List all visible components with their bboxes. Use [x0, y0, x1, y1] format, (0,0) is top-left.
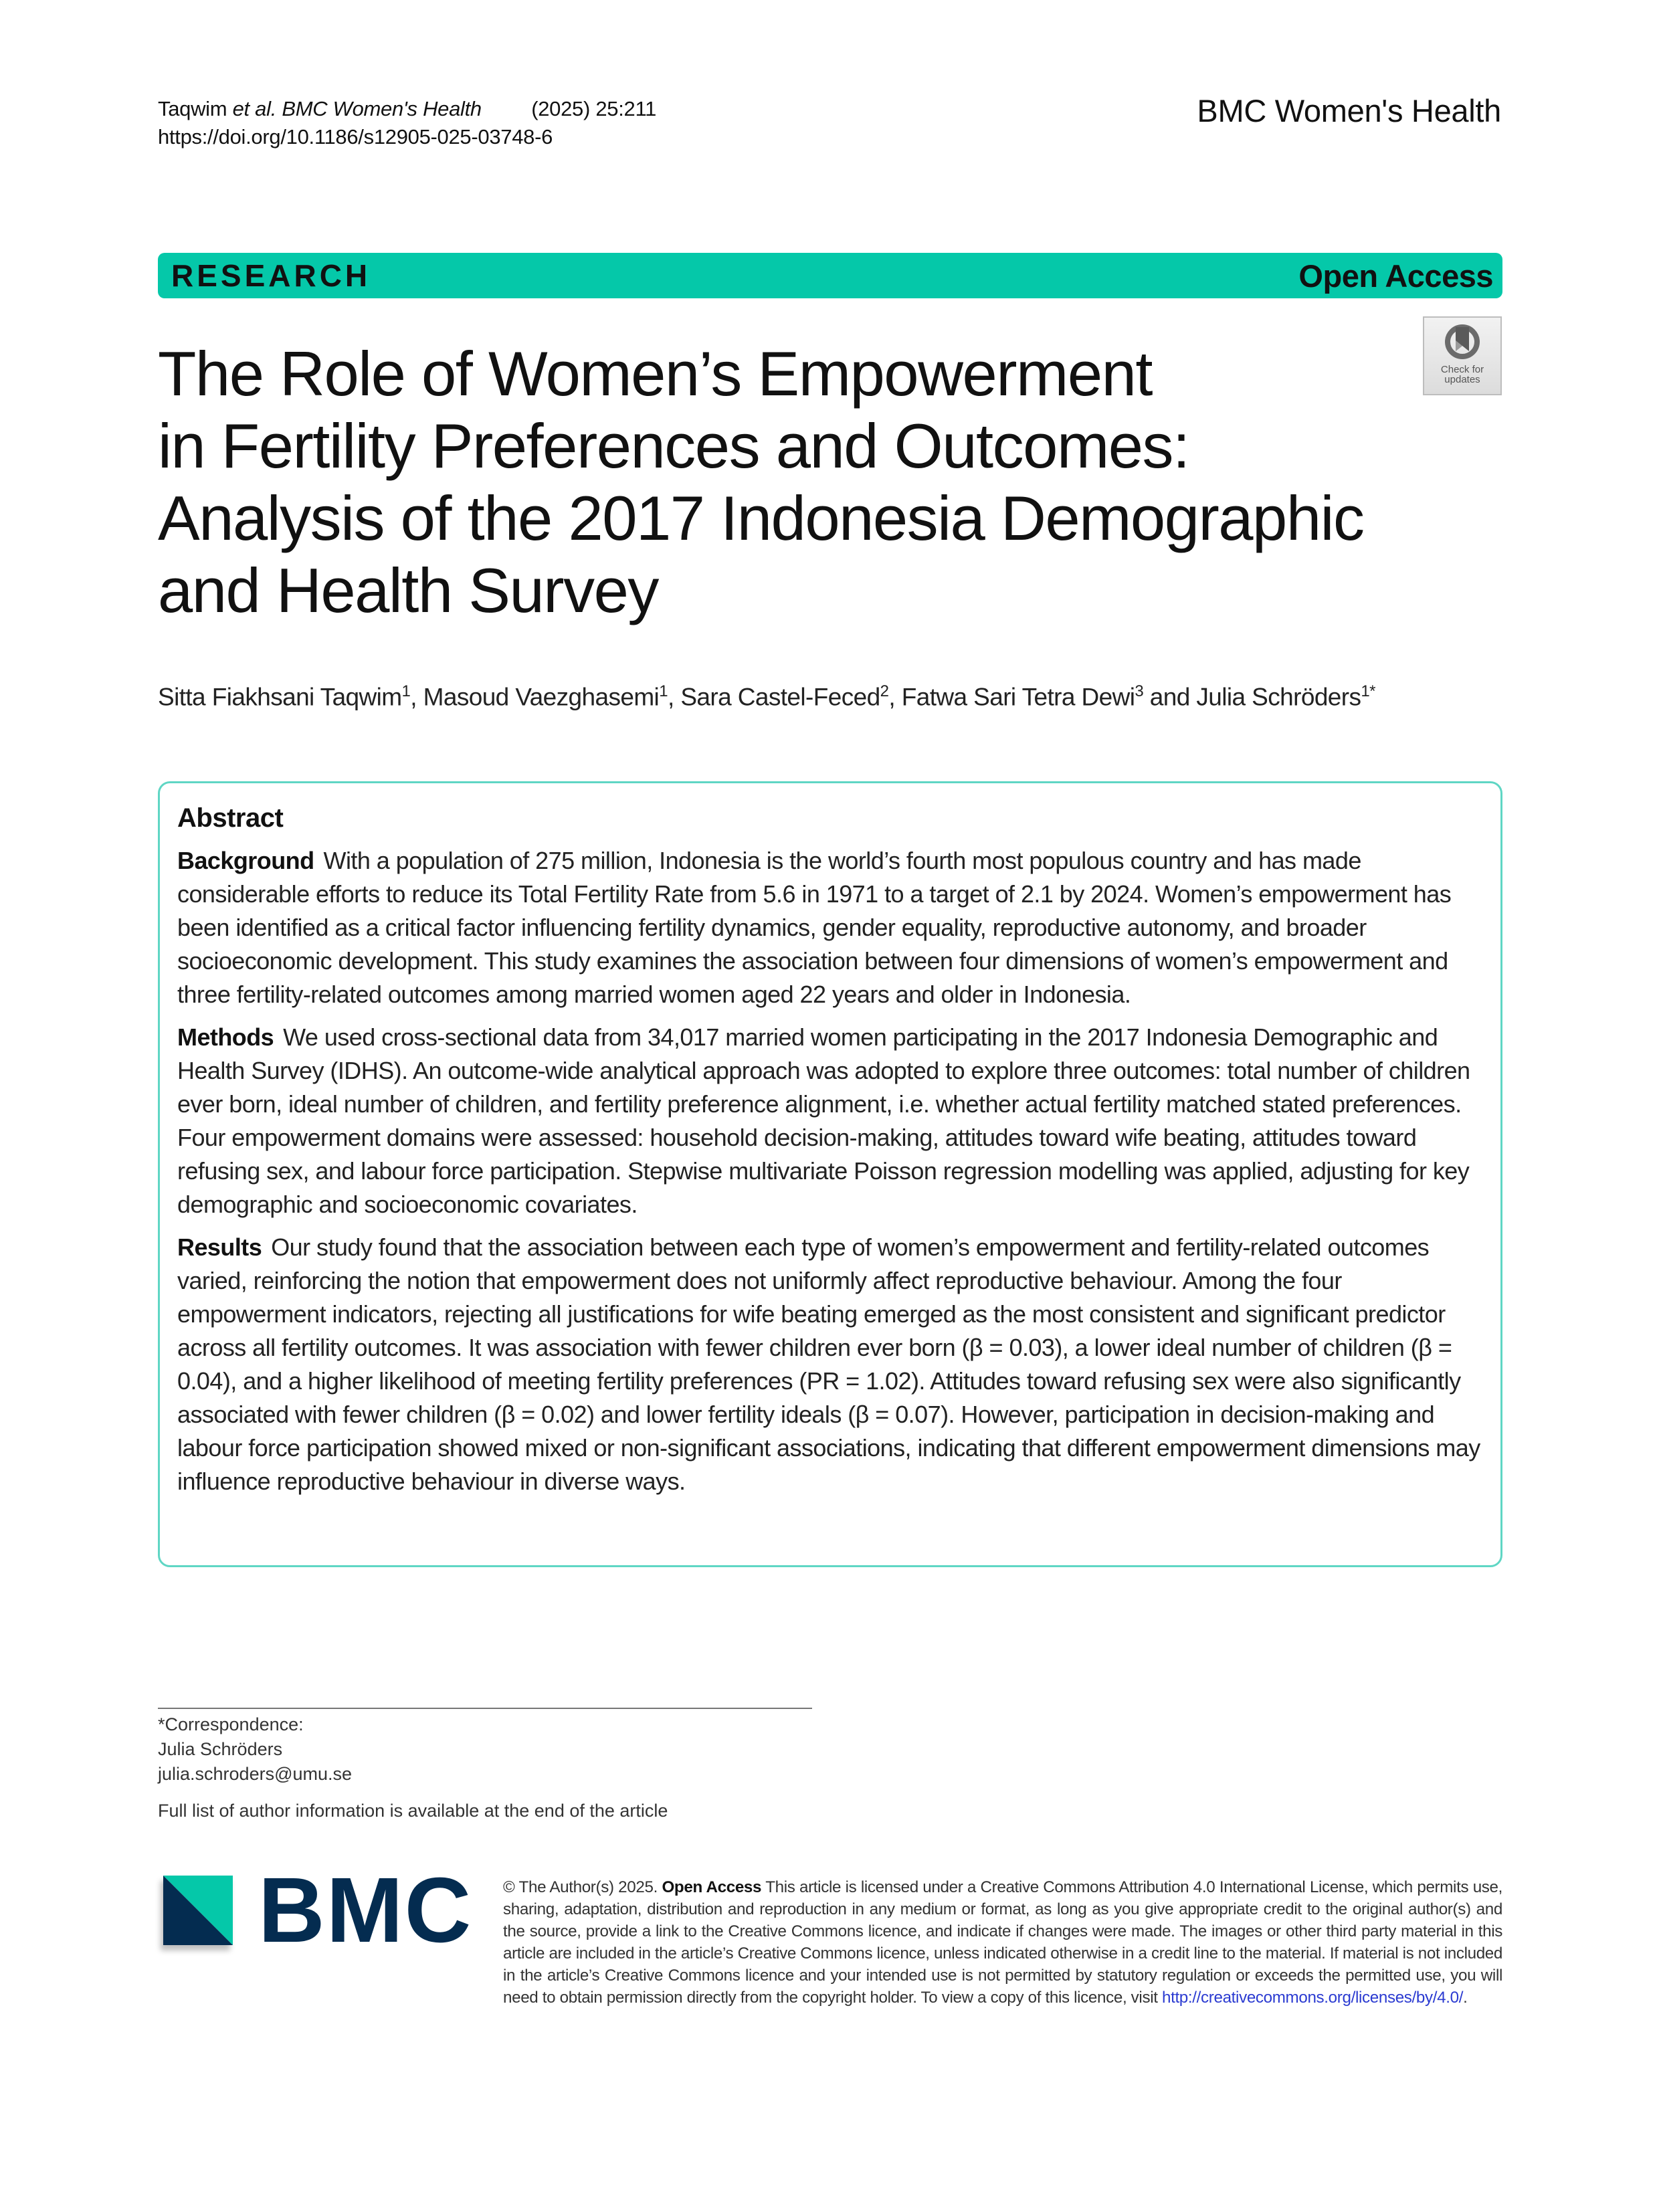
bmc-logo-mark-icon [163, 1876, 233, 1945]
article-type-label: RESEARCH [171, 258, 371, 293]
affiliation-marker: 3 [1135, 682, 1144, 700]
article-type-banner [158, 253, 1502, 298]
affiliation-marker: 1 [659, 682, 668, 700]
check-for-updates-icon [1445, 323, 1480, 363]
correspondence-label: *Correspondence: [158, 1714, 304, 1734]
bmc-wordmark: BMC [258, 1859, 473, 1962]
open-access-label: Open Access [662, 1878, 762, 1896]
citation-author: Taqwim [158, 97, 227, 120]
article-title: The Role of Women’s Empowerment in Fertility Preferences and Outcomes: Analysis of the 2017 Indonesia Demographic and Health Survey [158, 338, 1364, 625]
citation-volume: (2025) 25:211 [531, 97, 657, 120]
license-link[interactable]: http://creativecommons.org/licenses/by/4.0/ [1161, 1989, 1464, 2007]
author-name[interactable]: Julia Schröders [1196, 683, 1361, 711]
affiliation-marker: 1 [401, 682, 411, 700]
author-name[interactable]: Sitta Fiakhsani Taqwim [158, 683, 402, 711]
running-header [158, 95, 656, 151]
footnote-divider [158, 1708, 812, 1709]
abstract-box [158, 781, 1502, 1567]
open-access-label: Open Access [1298, 258, 1493, 294]
check-for-updates-label: Check for updates [1440, 364, 1484, 385]
license-statement: © The Author(s) 2025. Open Access This article is licensed under a Creative Commons Attribution 4.0 International License, which permits use, sharing, adaptation, distribution and reproduction in any medium or format, as long as you give appropriate credit to the original author(s) and the source, provide a link to the Creative Commons licence, and indicate if changes were made. The images or other third party material in this article are included in the article’s Creative Commons licence, unless indicated otherwise in a credit line to the material. If material is not included in the article’s Creative Commons licence and your intended use is not permitted by statutory regulation or exceeds the permitted use, you will need to obtain permission directly from the copyright holder. To view a copy of this licence, visit http://creativecommons.org/licenses/by/4.0/. [503, 1878, 1503, 2007]
section-label: Results [177, 1233, 262, 1261]
check-for-updates-button[interactable] [1423, 316, 1502, 395]
doi-link[interactable]: https://doi.org/10.1186/s12905-025-03748-6 [158, 125, 553, 148]
citation-line [158, 95, 656, 123]
author-list: Sitta Fiakhsani Taqwim$^1$, Masoud Vaezghasemi$^1$, Sara Castel-Feced$^2$, Fatwa Sari Tetra Dewi$^3$ and Julia Schröders$^{1*}$ [158, 682, 1375, 711]
author-name[interactable]: Fatwa Sari Tetra Dewi [901, 683, 1135, 711]
author-info-note: Full list of author information is available at the end of the article [158, 1801, 668, 1821]
section-label: Methods [177, 1023, 274, 1051]
citation-journal: et al. BMC Women's Health [232, 97, 482, 120]
affiliation-marker: 1* [1361, 682, 1375, 700]
bmc-logo [163, 1859, 473, 1962]
section-label: Background [177, 847, 314, 874]
correspondence-block [158, 1712, 352, 1787]
abstract-results: Results Our study found that the association between each type of women’s empowerment and fertility-related outcomes varied, reinforcing the notion that empowerment does not uniformly affect reproductive behaviour. Among the four empowerment indicators, rejecting all justifications for wife beating emerged as the most consistent and significant predictor across all fertility outcomes. It was association with fewer children ever born (β = 0.03), a lower ideal number of children (β = 0.04), and a higher likelihood of meeting fertility preferences (PR = 1.02). Attitudes toward refusing sex were also significantly associated with fewer children (β = 0.02) and lower fertility ideals (β = 0.07). However, participation in decision-making and labour force participation showed mixed or non-significant associations, indicating that different empowerment dimensions may influence reproductive behaviour in diverse ways. [177, 1233, 1480, 1495]
abstract-heading: Abstract [177, 803, 284, 833]
author-name[interactable]: Masoud Vaezghasemi [423, 683, 660, 711]
journal-name: BMC Women's Health [1197, 93, 1501, 128]
abstract-methods: Methods We used cross-sectional data from 34,017 married women participating in the 2017 Indonesia Demographic and Health Survey (IDHS). An outcome-wide analytical approach was adopted to explore three outcomes: total number of children ever born, ideal number of children, and fertility preference alignment, i.e. whether actual fertility matched stated preferences. Four empowerment domains were assessed: household decision-making, attitudes toward wife beating, attitudes toward refusing sex, and labour force participation. Stepwise multivariate Poisson regression modelling was applied, adjusting for key demographic and socioeconomic covariates. [177, 1023, 1470, 1218]
abstract-background: Background With a population of 275 million, Indonesia is the world’s fourth most populous country and has made considerable efforts to reduce its Total Fertility Rate from 5.6 in 1971 to a target of 2.1 by 2024. Women’s empowerment has been identified as a critical factor influencing fertility dynamics, gender equality, reproductive autonomy, and broader socioeconomic development. This study examines the association between four dimensions of women’s empowerment and three fertility-related outcomes among married women aged 22 years and older in Indonesia. [177, 847, 1452, 1008]
author-name[interactable]: Sara Castel-Feced [680, 683, 880, 711]
correspondence-name: Julia Schröders [158, 1739, 283, 1759]
affiliation-marker: 2 [880, 682, 889, 700]
correspondence-email[interactable]: julia.schroders@umu.se [158, 1764, 353, 1784]
